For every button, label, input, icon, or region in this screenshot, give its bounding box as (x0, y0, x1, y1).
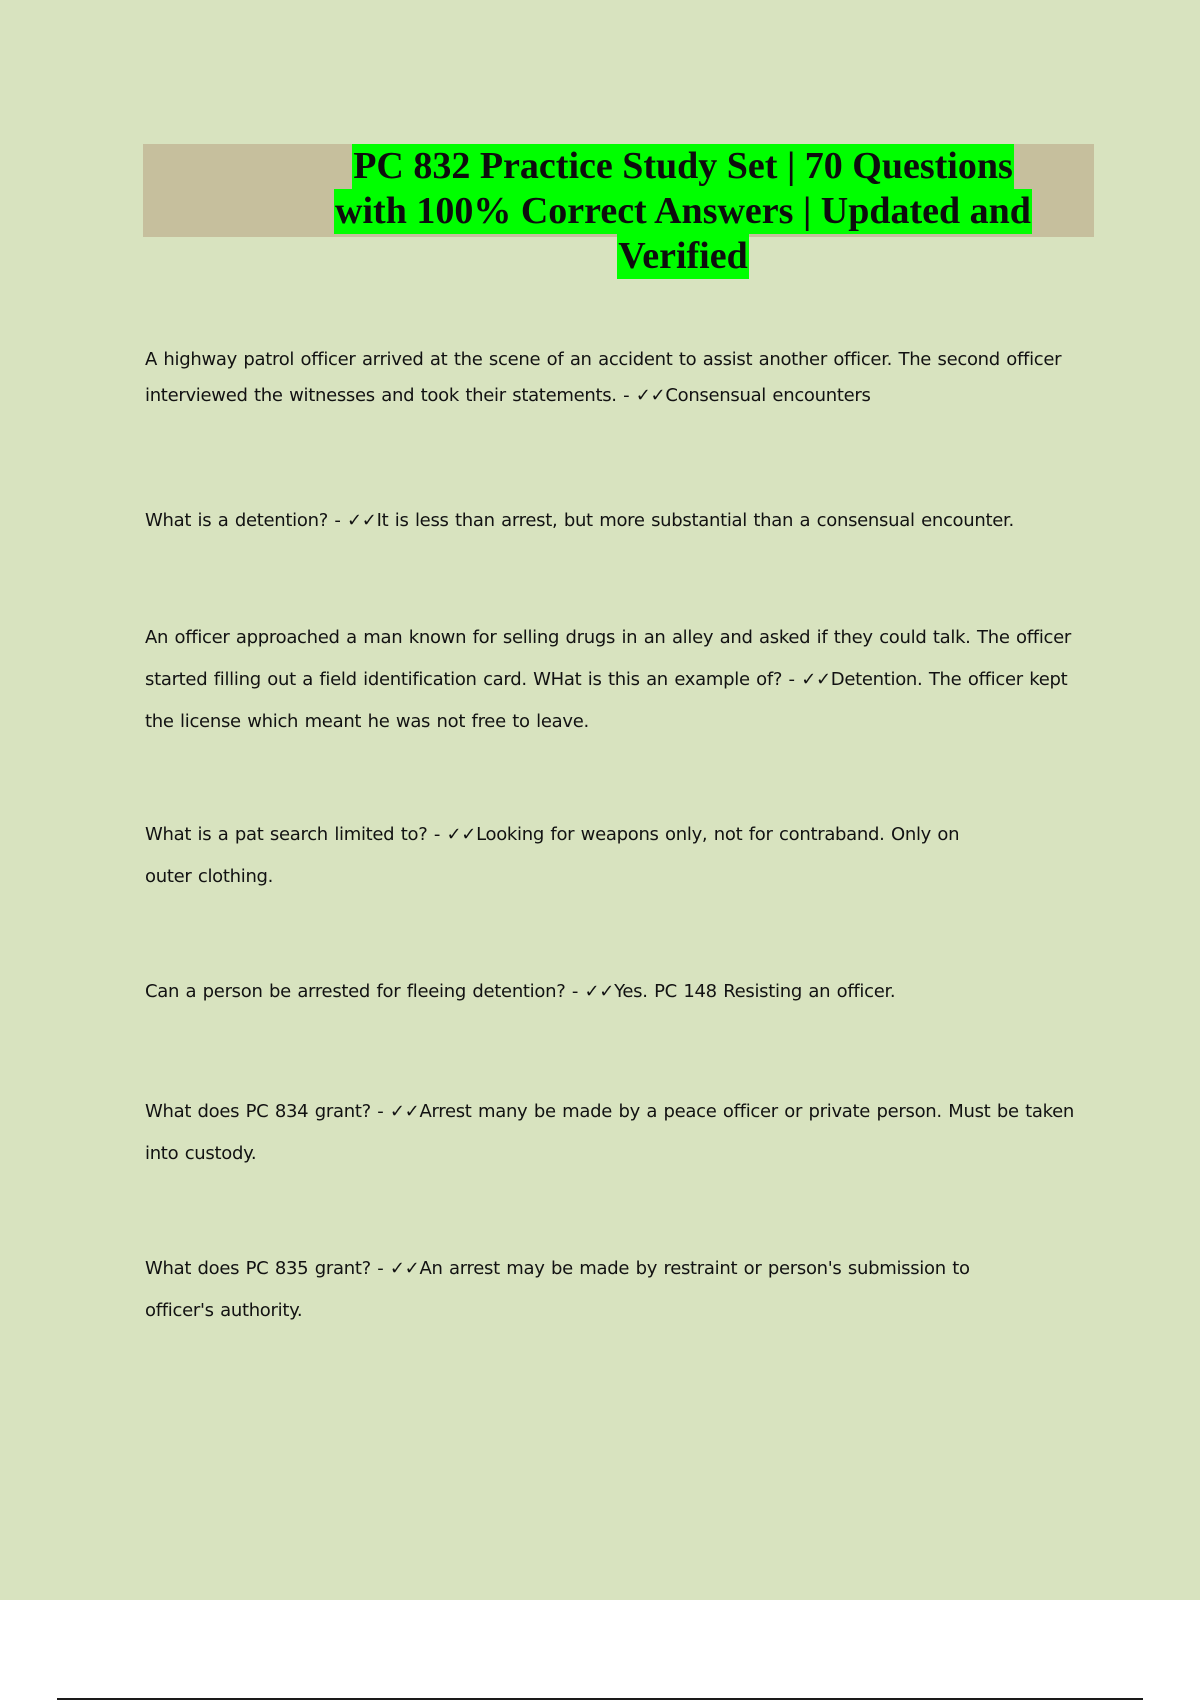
qa-item (145, 1248, 1005, 1332)
question-text: What is a pat search limited to? (145, 824, 428, 845)
check-mark-icon: ✓✓ (801, 669, 831, 690)
answer-text: An arrest may be made by restraint or person's submission to officer's authority. (145, 1258, 970, 1321)
answer-text: It is less than arrest, but more substantial than a consensual encounter. (376, 510, 1014, 531)
check-mark-icon: ✓✓ (635, 385, 666, 406)
question-text: An officer approached a man known for selling drugs in an alley and asked if they could talk. The officer started filling out a field identification card. WHat is this an example of? (145, 627, 1071, 690)
answer-text: Yes. PC 148 Resisting an officer. (614, 981, 896, 1002)
separator: - (616, 385, 636, 406)
separator: - (427, 824, 447, 845)
qa-item (145, 971, 1095, 1013)
qa-item (145, 500, 1095, 542)
document-title (143, 144, 1200, 279)
answer-text: Looking for weapons only, not for contraband. Only on outer clothing. (145, 824, 960, 887)
title-line-3: Verified (618, 235, 748, 277)
qa-item (145, 814, 1005, 898)
answer-text: Detention. The officer kept the license which meant he was not free to leave. (145, 669, 1068, 732)
answer-text: Arrest many be made by a peace officer or private person. Must be taken into custody. (145, 1101, 1075, 1164)
question-text: Can a person be arrested for fleeing detention? (145, 981, 566, 1002)
check-mark-icon: ✓✓ (584, 981, 615, 1002)
check-mark-icon: ✓✓ (446, 824, 477, 845)
question-text: A highway patrol officer arrived at the scene of an accident to assist another officer. The second officer interviewed the witnesses and took their statements. (145, 349, 1062, 406)
title-line-2: with 100% Correct Answers | Updated and (335, 190, 1031, 232)
answer-text: Consensual encounters (665, 385, 871, 406)
separator: - (782, 669, 802, 690)
qa-item (145, 617, 1095, 743)
check-mark-icon: ✓✓ (389, 1101, 420, 1122)
check-mark-icon: ✓✓ (347, 510, 377, 531)
question-text: What does PC 835 grant? (145, 1258, 371, 1279)
separator: - (370, 1101, 390, 1122)
qa-item (145, 1091, 1095, 1175)
question-text: What does PC 834 grant? (145, 1101, 371, 1122)
title-line-1: PC 832 Practice Study Set | 70 Questions (353, 145, 1013, 187)
separator: - (565, 981, 585, 1002)
separator: - (327, 510, 347, 531)
separator: - (370, 1258, 390, 1279)
check-mark-icon: ✓✓ (389, 1258, 420, 1279)
question-text: What is a detention? (145, 510, 328, 531)
qa-item (145, 342, 1095, 414)
